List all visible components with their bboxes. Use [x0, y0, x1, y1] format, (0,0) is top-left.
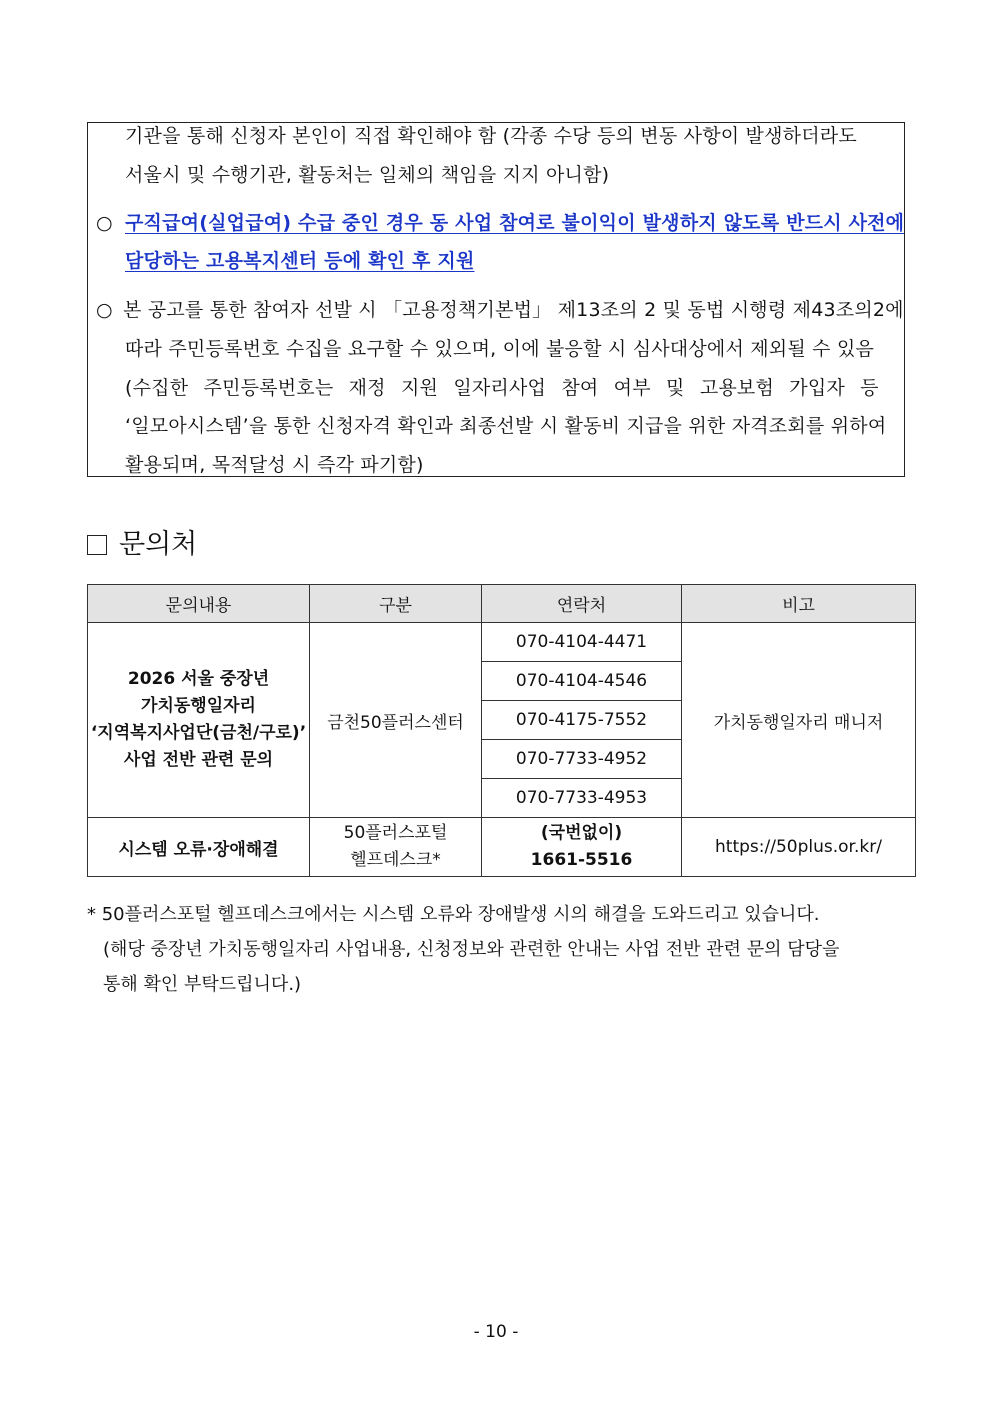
header-cell: 연락처 — [482, 585, 682, 623]
header-cell: 구분 — [310, 585, 482, 623]
footnote-line: 통해 확인 부탁드립니다.) — [103, 974, 302, 995]
phone-cell: 070-4175-7552 — [482, 701, 682, 740]
resident-number-notice: 따라 주민등록번호 수집을 요구할 수 있으며, 이에 불응할 시 심사대상에서 제외될 수 있음 — [125, 338, 875, 360]
category-line: 50플러스포털 — [343, 823, 448, 843]
header-cell: 문의내용 — [88, 585, 310, 623]
footnote-line: (해당 중장년 가치동행일자리 사업내용, 신청정보와 관련한 안내는 사업 전반 관련 문의 담당을 — [103, 939, 840, 960]
phone-cell: 070-7733-4953 — [482, 779, 682, 818]
footnote-line: * 50플러스포털 헬프데스크에서는 시스템 오류와 장애발생 시의 해결을 도와드리고 있습니다. — [87, 904, 820, 925]
bullet-circle-icon: ○ — [96, 299, 113, 321]
notice-box — [87, 122, 905, 477]
section-title-text: 문의처 — [119, 529, 198, 560]
inquiry-content-cell: 시스템 오류·장애해결 — [88, 818, 310, 877]
section-title — [87, 528, 197, 562]
category-cell — [310, 818, 482, 877]
inquiry-content-line: 사업 전반 관련 문의 — [123, 750, 274, 770]
contact-cell — [482, 818, 682, 877]
table-header-row — [88, 585, 916, 623]
contact-line: 1661-5516 — [530, 850, 633, 870]
header-cell: 비고 — [682, 585, 916, 623]
resident-number-notice: 활용되며, 목적달성 시 즉각 파기함) — [125, 454, 424, 476]
inquiry-content-line: ‘지역복지사업단(금천/구로)’ — [90, 723, 307, 743]
checkbox-icon — [87, 535, 107, 555]
resident-number-notice: (수집한 주민등록번호는 재정 지원 일자리사업 참여 여부 및 고용보험 가입자 등 — [125, 377, 879, 399]
page-number: - 10 - — [473, 1322, 519, 1342]
contact-table — [87, 584, 916, 877]
inquiry-content-cell — [88, 623, 310, 818]
phone-cell: 070-4104-4471 — [482, 623, 682, 662]
contact-line: (국번없이) — [540, 823, 623, 843]
category-line: 헬프데스크* — [350, 850, 441, 870]
category-cell: 금천50플러스센터 — [310, 623, 482, 818]
unemployment-benefit-warning: 구직급여(실업급여) 수급 중인 경우 동 사업 참여로 불이익이 발생하지 않도록 반드시 사전에 — [125, 212, 905, 234]
resident-number-notice: ‘일모아시스템’을 통한 신청자격 확인과 최종선발 시 활동비 지급을 위한 자격조회를 위하여 — [125, 415, 887, 437]
bullet-circle-icon: ○ — [96, 212, 113, 234]
phone-cell: 070-4104-4546 — [482, 662, 682, 701]
portal-url-cell: https://50plus.or.kr/ — [682, 818, 916, 877]
phone-cell: 070-7733-4952 — [482, 740, 682, 779]
table-row — [88, 623, 916, 662]
notice-continued-line: 기관을 통해 신청자 본인이 직접 확인해야 함 (각종 수당 등의 변동 사항이 발생하더라도 — [125, 125, 857, 147]
note-cell: 가치동행일자리 매니저 — [682, 623, 916, 818]
notice-continued-line: 서울시 및 수행기관, 활동처는 일체의 책임을 지지 아니함) — [125, 164, 610, 186]
resident-number-notice: 본 공고를 통한 참여자 선발 시 「고용정책기본법」 제13조의 2 및 동법 시행령 제43조의2에 — [123, 299, 904, 321]
table-row — [88, 818, 916, 877]
inquiry-content-line: 2026 서울 중장년 — [127, 669, 270, 689]
inquiry-content-line: 가치동행일자리 — [141, 696, 256, 716]
unemployment-benefit-warning: 담당하는 고용복지센터 등에 확인 후 지원 — [125, 250, 475, 272]
